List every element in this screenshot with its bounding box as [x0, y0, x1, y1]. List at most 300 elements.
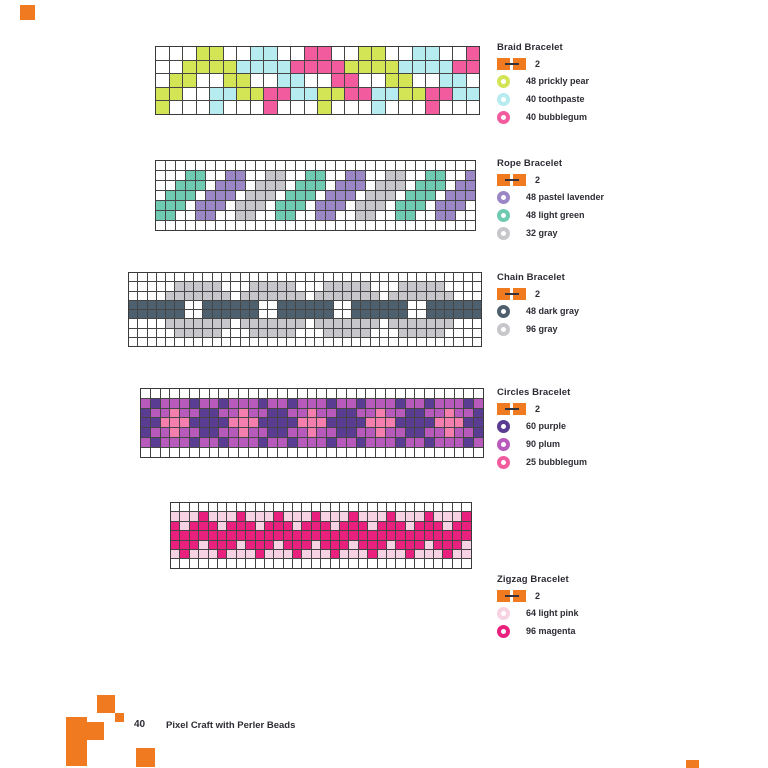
bead-color-icon — [497, 209, 510, 222]
pegboard-count-row — [497, 287, 687, 301]
bead-cell — [345, 61, 358, 74]
bead-cell — [317, 428, 326, 437]
bead-cell — [324, 301, 332, 309]
bead-cell — [368, 531, 376, 539]
bead-cell — [347, 428, 356, 437]
bead-cell — [376, 211, 385, 220]
bead-cell — [324, 292, 332, 300]
bead-cell — [227, 512, 235, 520]
bead-cell — [213, 319, 221, 327]
bead-cell — [268, 438, 277, 447]
bead-cell — [406, 541, 414, 549]
bead-cell — [166, 338, 174, 346]
bead-cell — [343, 282, 351, 290]
bead-cell — [256, 503, 264, 511]
bead-cell — [389, 319, 397, 327]
bead-cell — [213, 292, 221, 300]
bead-cell — [440, 88, 453, 101]
bead-cell — [156, 221, 165, 230]
bead-cell — [435, 448, 444, 457]
bead-cell — [194, 273, 202, 281]
bead-cell — [359, 541, 367, 549]
bead-color-icon — [497, 305, 510, 318]
bead-cell — [287, 319, 295, 327]
bead-cell — [345, 74, 358, 87]
bead-cell — [180, 428, 189, 437]
bead-cell — [286, 161, 295, 170]
bead-cell — [321, 559, 329, 567]
bead-cell — [166, 211, 175, 220]
bead-cell — [474, 428, 483, 437]
logo-pixel — [97, 695, 115, 713]
bead-cell — [386, 211, 395, 220]
logo-pixel — [66, 717, 87, 740]
bead-cell — [321, 550, 329, 558]
bead-cell — [436, 201, 445, 210]
bead-cell — [161, 418, 170, 427]
bead-cell — [298, 389, 307, 398]
bead-cell — [372, 61, 385, 74]
bead-cell — [331, 531, 339, 539]
bead-cell — [426, 201, 435, 210]
bead-cell — [474, 448, 483, 457]
bead-cell — [302, 522, 310, 530]
bead-cell — [190, 438, 199, 447]
bead-cell — [284, 512, 292, 520]
bead-cell — [443, 522, 451, 530]
bead-cell — [265, 522, 273, 530]
bead-cell — [331, 512, 339, 520]
bead-cell — [349, 512, 357, 520]
bead-cell — [265, 550, 273, 558]
bead-cell — [276, 221, 285, 230]
bead-cell — [406, 221, 415, 230]
legend-title: Rope Bracelet — [497, 158, 563, 169]
bead-cell — [259, 310, 267, 318]
bead-cell — [378, 531, 386, 539]
bead-cell — [210, 88, 223, 101]
bead-cell — [278, 101, 291, 114]
bead-cell — [151, 428, 160, 437]
bead-cell — [371, 310, 379, 318]
bead-label: 32 gray — [526, 228, 558, 238]
bead-cell — [306, 191, 315, 200]
bead-cell — [336, 161, 345, 170]
bead-cell — [316, 181, 325, 190]
bead-cell — [237, 503, 245, 511]
bead-cell — [226, 161, 235, 170]
bead-cell — [200, 418, 209, 427]
bead-cell — [288, 418, 297, 427]
bead-color-icon — [497, 93, 510, 106]
bead-label: 64 light pink — [526, 608, 579, 618]
bead-cell — [190, 512, 198, 520]
bead-cell — [218, 550, 226, 558]
bead-cell — [296, 181, 305, 190]
bead-cell — [406, 531, 414, 539]
bead-cell — [286, 221, 295, 230]
bead-cell — [306, 292, 314, 300]
pegboard-icon — [497, 288, 527, 300]
bead-cell — [396, 221, 405, 230]
bead-cell — [166, 171, 175, 180]
bead-cell — [206, 161, 215, 170]
legend-circles — [497, 387, 687, 474]
bead-cell — [268, 292, 276, 300]
bead-cell — [366, 399, 375, 408]
bead-cell — [296, 301, 304, 309]
bead-cell — [229, 399, 238, 408]
bead-cell — [171, 550, 179, 558]
bead-cell — [396, 161, 405, 170]
bead-label: 25 bubblegum — [526, 457, 588, 467]
bead-cell — [312, 503, 320, 511]
bead-cell — [434, 531, 442, 539]
bead-cell — [415, 503, 423, 511]
bead-cell — [361, 319, 369, 327]
bead-cell — [416, 161, 425, 170]
bead-cell — [389, 329, 397, 337]
bead-cell — [434, 541, 442, 549]
bead-cell — [278, 409, 287, 418]
bead-cell — [396, 181, 405, 190]
bead-cell — [296, 292, 304, 300]
bead-cell — [425, 541, 433, 549]
bead-cell — [455, 399, 464, 408]
bead-cell — [203, 310, 211, 318]
bead-cell — [278, 338, 286, 346]
bead-cell — [296, 310, 304, 318]
bead-cell — [318, 61, 331, 74]
legend-title: Chain Bracelet — [497, 272, 565, 283]
bead-cell — [425, 389, 434, 398]
bead-cell — [376, 428, 385, 437]
bead-cell — [296, 338, 304, 346]
bead-cell — [446, 181, 455, 190]
bead-cell — [256, 171, 265, 180]
bead-cell — [445, 418, 454, 427]
logo-pixel — [87, 722, 104, 740]
bead-cell — [278, 438, 287, 447]
bead-cell — [426, 74, 439, 87]
bead-cell — [213, 273, 221, 281]
bead-cell — [161, 438, 170, 447]
bead-cell — [151, 438, 160, 447]
bead-cell — [306, 201, 315, 210]
bead-cell — [194, 301, 202, 309]
bead-cell — [474, 438, 483, 447]
bead-cell — [216, 201, 225, 210]
bead-cell — [259, 301, 267, 309]
bead-cell — [415, 550, 423, 558]
bead-cell — [200, 438, 209, 447]
bead-cell — [305, 74, 318, 87]
bead-cell — [386, 74, 399, 87]
bead-cell — [148, 310, 156, 318]
bead-cell — [396, 512, 404, 520]
bead-cell — [399, 101, 412, 114]
bead-cell — [327, 389, 336, 398]
bead-cell — [386, 171, 395, 180]
bead-cell — [464, 448, 473, 457]
bead-cell — [266, 191, 275, 200]
bead-cell — [434, 559, 442, 567]
bead-cell — [464, 282, 472, 290]
bead-cell — [399, 61, 412, 74]
bead-cell — [166, 161, 175, 170]
bead-cell — [453, 74, 466, 87]
bead-grid-circles — [140, 388, 484, 458]
bead-cell — [151, 389, 160, 398]
bead-cell — [331, 522, 339, 530]
bead-cell — [239, 399, 248, 408]
bead-cell — [445, 282, 453, 290]
bead-cell — [161, 409, 170, 418]
bead-cell — [170, 438, 179, 447]
bead-cell — [425, 448, 434, 457]
bead-cell — [180, 550, 188, 558]
bead-cell — [376, 171, 385, 180]
bead-cell — [406, 171, 415, 180]
bead-cell — [464, 438, 473, 447]
bead-legend-item — [497, 420, 687, 432]
bead-cell — [219, 409, 228, 418]
bead-cell — [408, 319, 416, 327]
bead-cell — [416, 221, 425, 230]
bead-cell — [196, 161, 205, 170]
bead-cell — [171, 522, 179, 530]
bead-cell — [416, 181, 425, 190]
bead-cell — [378, 541, 386, 549]
bead-cell — [396, 438, 405, 447]
bead-cell — [219, 448, 228, 457]
bead-cell — [156, 201, 165, 210]
bead-cell — [203, 319, 211, 327]
bead-cell — [302, 559, 310, 567]
pegboard-icon — [497, 590, 527, 602]
bead-cell — [161, 399, 170, 408]
bead-cell — [416, 191, 425, 200]
bead-cell — [171, 559, 179, 567]
bead-cell — [218, 503, 226, 511]
bead-cell — [306, 171, 315, 180]
bead-cell — [274, 541, 282, 549]
bead-color-icon — [497, 420, 510, 433]
bead-cell — [346, 201, 355, 210]
bead-cell — [417, 338, 425, 346]
bead-cell — [357, 428, 366, 437]
bead-cell — [171, 503, 179, 511]
bead-cell — [151, 418, 160, 427]
bead-cell — [239, 438, 248, 447]
bead-cell — [186, 221, 195, 230]
bead-cell — [346, 211, 355, 220]
bead-cell — [250, 292, 258, 300]
bead-cell — [268, 301, 276, 309]
bead-cell — [259, 428, 268, 437]
bead-cell — [259, 273, 267, 281]
bead-cell — [453, 522, 461, 530]
bead-cell — [425, 559, 433, 567]
bead-cell — [166, 282, 174, 290]
bead-cell — [434, 503, 442, 511]
bead-cell — [317, 409, 326, 418]
bead-cell — [185, 338, 193, 346]
bead-cell — [334, 282, 342, 290]
bead-cell — [352, 282, 360, 290]
bead-cell — [473, 273, 481, 281]
bead-cell — [203, 282, 211, 290]
bead-cell — [236, 171, 245, 180]
bead-cell — [287, 292, 295, 300]
bead-cell — [148, 329, 156, 337]
bead-cell — [352, 273, 360, 281]
page-number: 40 — [134, 719, 146, 730]
bead-cell — [455, 389, 464, 398]
bead-cell — [141, 409, 150, 418]
bead-cell — [453, 512, 461, 520]
bead-cell — [366, 428, 375, 437]
bead-cell — [180, 448, 189, 457]
bead-cell — [180, 541, 188, 549]
bead-cell — [378, 522, 386, 530]
bead-cell — [274, 503, 282, 511]
bead-cell — [413, 88, 426, 101]
bead-cell — [241, 273, 249, 281]
bead-cell — [321, 541, 329, 549]
bead-cell — [462, 503, 470, 511]
bead-cell — [226, 211, 235, 220]
bead-cell — [399, 329, 407, 337]
bead-cell — [473, 292, 481, 300]
bead-cell — [453, 47, 466, 60]
bead-cell — [306, 221, 315, 230]
bead-cell — [359, 559, 367, 567]
bead-cell — [226, 171, 235, 180]
bead-cell — [318, 74, 331, 87]
bead-cell — [326, 191, 335, 200]
bead-cell — [366, 181, 375, 190]
bead-cell — [380, 338, 388, 346]
bead-cell — [170, 448, 179, 457]
bead-cell — [185, 282, 193, 290]
bead-cell — [157, 292, 165, 300]
bead-cell — [298, 399, 307, 408]
bead-cell — [148, 319, 156, 327]
bead-cell — [359, 531, 367, 539]
bead-cell — [278, 399, 287, 408]
bead-cell — [327, 418, 336, 427]
bead-cell — [288, 389, 297, 398]
bead-cell — [386, 448, 395, 457]
bead-cell — [265, 531, 273, 539]
bead-cell — [219, 418, 228, 427]
bead-cell — [278, 74, 291, 87]
bead-cell — [435, 438, 444, 447]
bead-cell — [206, 171, 215, 180]
bead-cell — [251, 74, 264, 87]
bead-cell — [186, 181, 195, 190]
bead-cell — [376, 418, 385, 427]
pegboard-icon — [497, 174, 527, 186]
bead-cell — [446, 221, 455, 230]
bead-cell — [443, 531, 451, 539]
bead-cell — [356, 221, 365, 230]
bead-grid-rope — [155, 160, 476, 231]
bead-cell — [141, 448, 150, 457]
bead-cell — [386, 101, 399, 114]
bead-cell — [446, 161, 455, 170]
bead-cell — [209, 512, 217, 520]
bead-cell — [296, 211, 305, 220]
bead-cell — [278, 448, 287, 457]
bead-cell — [157, 273, 165, 281]
bead-cell — [183, 61, 196, 74]
bead-cell — [166, 201, 175, 210]
bead-cell — [180, 389, 189, 398]
bead-cell — [312, 531, 320, 539]
bead-cell — [332, 74, 345, 87]
bead-cell — [334, 319, 342, 327]
bead-cell — [157, 338, 165, 346]
bead-cell — [175, 292, 183, 300]
bead-cell — [464, 399, 473, 408]
bead-cell — [249, 409, 258, 418]
bead-cell — [415, 541, 423, 549]
bead-cell — [278, 47, 291, 60]
bead-cell — [473, 310, 481, 318]
bead-cell — [278, 310, 286, 318]
bead-cell — [436, 171, 445, 180]
bead-cell — [287, 338, 295, 346]
bead-cell — [306, 301, 314, 309]
bead-cell — [371, 338, 379, 346]
bead-cell — [308, 399, 317, 408]
bead-cell — [380, 273, 388, 281]
bead-cell — [324, 310, 332, 318]
bead-cell — [436, 338, 444, 346]
bead-cell — [376, 191, 385, 200]
pegboard-count-row — [497, 173, 687, 187]
bead-cell — [372, 88, 385, 101]
bead-cell — [229, 389, 238, 398]
bead-cell — [176, 161, 185, 170]
bead-color-icon — [497, 625, 510, 638]
bead-cell — [170, 418, 179, 427]
bead-cell — [464, 273, 472, 281]
bead-cell — [186, 211, 195, 220]
bead-cell — [408, 310, 416, 318]
bead-cell — [387, 559, 395, 567]
bead-cell — [359, 74, 372, 87]
bead-cell — [183, 88, 196, 101]
bead-cell — [445, 428, 454, 437]
bead-cell — [357, 409, 366, 418]
bead-grid-braid — [155, 46, 480, 115]
bead-cell — [371, 329, 379, 337]
bead-cell — [278, 88, 291, 101]
bead-cell — [413, 61, 426, 74]
bead-cell — [453, 503, 461, 511]
bead-color-icon — [497, 323, 510, 336]
bead-cell — [210, 448, 219, 457]
bead-cell — [268, 418, 277, 427]
bead-cell — [425, 503, 433, 511]
bead-cell — [357, 438, 366, 447]
bead-cell — [199, 531, 207, 539]
bead-cell — [467, 61, 480, 74]
bead-cell — [197, 101, 210, 114]
